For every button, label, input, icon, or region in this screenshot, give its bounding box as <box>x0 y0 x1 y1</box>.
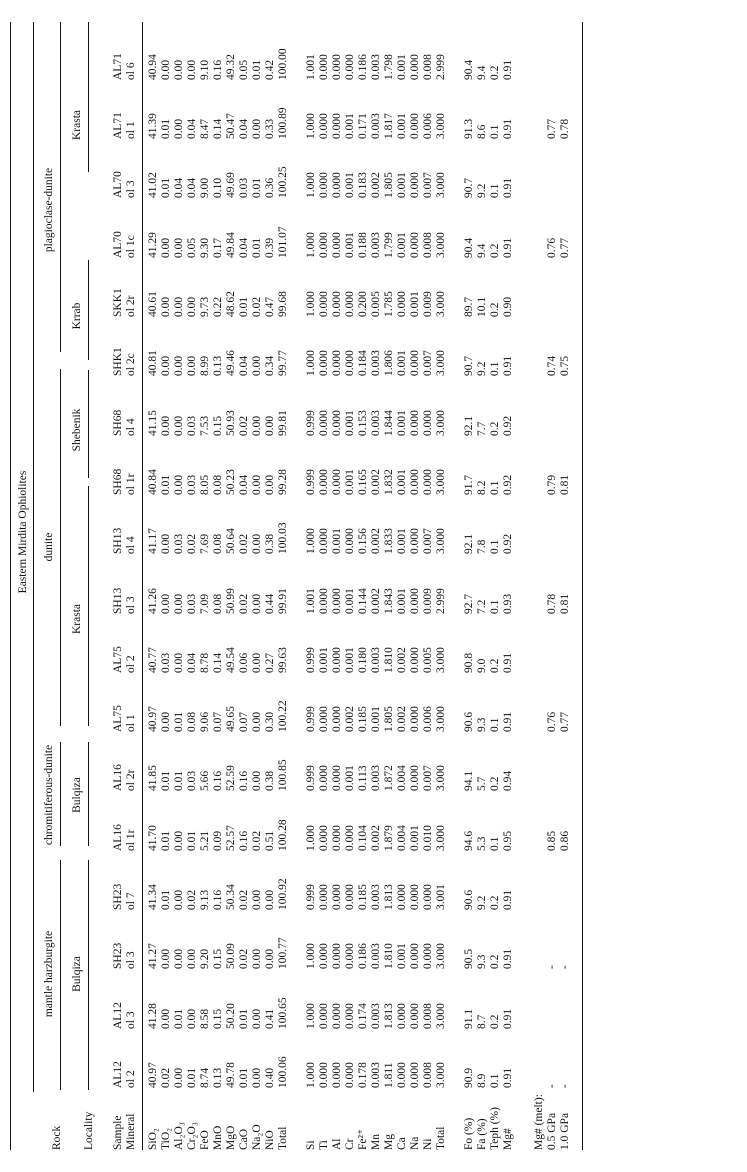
header-rule <box>142 22 143 1150</box>
cation-values: 1.000 0.000 0.000 0.000 0.104 0.002 1.879 0.004 0.001 0.010 3.000 <box>305 825 447 851</box>
mineral-name: ol 4 <box>125 418 137 436</box>
oxide-values: 41.28 0.00 0.01 0.00 8.58 0.15 50.20 0.01 0.00 0.41 100.65 <box>147 997 289 1029</box>
sample-name: AL70 <box>112 231 124 258</box>
rock-group: mantle harzburgite <box>43 930 55 1018</box>
mineral-name: ol 2 <box>125 1070 137 1088</box>
mineral-name: ol 2 <box>125 655 137 673</box>
locality-label: Bulqiza <box>71 777 83 813</box>
locality-label: Krasta <box>71 603 83 635</box>
melt-values: - - <box>546 1084 571 1088</box>
cation-values: 1.000 0.000 0.000 0.000 0.174 0.003 1.813 0.000 0.000 0.008 3.000 <box>305 1003 447 1029</box>
oxide-values: 41.02 0.01 0.04 0.04 9.00 0.10 49.69 0.03 0.01 0.36 100.25 <box>147 166 289 198</box>
cation-values: 1.000 0.000 0.000 0.000 0.184 0.003 1.806 0.001 0.000 0.007 3.000 <box>305 350 447 376</box>
cation-values: 0.999 0.000 0.000 0.001 0.165 0.002 1.832 0.001 0.000 0.000 3.000 <box>305 469 447 495</box>
endmember-values: 91.1 8.7 0.2 0.91 <box>463 1008 514 1029</box>
sample-name: SH23 <box>112 942 124 969</box>
oxide-values: 41.39 0.01 0.00 0.04 8.47 0.14 50.47 0.04 0.00 0.33 100.89 <box>147 107 289 139</box>
cation-row-labels: Si Ti Al Cr Fe²⁺ Mn Mg Ca Na Ni Total <box>305 1126 447 1150</box>
endmember-values: 90.4 9.4 0.2 0.91 <box>463 59 514 80</box>
melt-row-labels: Mg# (melt): 0.5 GPa 1.0 GPa <box>533 1094 571 1150</box>
melt-values: 0.76 0.77 <box>546 711 571 732</box>
cation-values: 0.999 0.000 0.000 0.002 0.185 0.001 1.805 0.002 0.000 0.006 3.000 <box>305 706 447 732</box>
endmember-values: 94.1 5.7 0.2 0.94 <box>463 770 514 791</box>
locality-rule <box>88 742 89 846</box>
locality-rule <box>88 260 89 360</box>
cation-values: 0.999 0.000 0.000 0.001 0.153 0.003 1.844 0.001 0.000 0.000 3.000 <box>305 410 447 436</box>
oxide-values: 40.61 0.00 0.00 0.00 9.73 0.22 48.62 0.01 0.02 0.47 99.68 <box>147 291 289 317</box>
sample-name: AL12 <box>112 1061 124 1088</box>
sample-name: SH68 <box>112 468 124 495</box>
mineral-name: ol 1r <box>125 473 137 495</box>
sample-name: AL75 <box>112 705 124 732</box>
oxide-values: 41.26 0.00 0.00 0.03 7.09 0.08 50.99 0.02 0.00 0.44 99.91 <box>147 588 289 614</box>
sample-name: AL70 <box>112 171 124 198</box>
endmember-values: 90.4 9.4 0.2 0.91 <box>463 237 514 258</box>
endmember-values: 90.5 9.3 0.2 0.91 <box>463 948 514 969</box>
oxide-values: 41.17 0.00 0.03 0.02 7.69 0.08 50.64 0.02 0.00 0.38 100.03 <box>147 522 289 554</box>
oxide-values: 40.94 0.00 0.00 0.00 9.10 0.16 49.32 0.05 0.01 0.42 100.00 <box>147 48 289 80</box>
cation-values: 1.000 0.000 0.000 0.001 0.171 0.003 1.817 0.001 0.000 0.006 3.000 <box>305 113 447 139</box>
mineral-name: ol 3 <box>125 951 137 969</box>
table-title: Eastern Mirdita Ophiolites <box>17 470 29 594</box>
oxide-values: 41.85 0.01 0.01 0.03 5.66 0.16 52.59 0.16 0.00 0.38 100.85 <box>147 759 289 791</box>
endmember-values: 90.7 9.2 0.1 0.91 <box>463 177 514 198</box>
top-rule <box>10 22 11 1150</box>
mineral-name: ol 1r <box>125 829 137 851</box>
sample-name: AL16 <box>112 824 124 851</box>
oxide-values: 41.15 0.00 0.00 0.03 7.53 0.15 50.93 0.02 0.00 0.00 99.81 <box>147 410 289 436</box>
sample-name: AL71 <box>112 112 124 139</box>
cation-values: 0.999 0.001 0.000 0.001 0.180 0.003 1.810 0.002 0.000 0.005 3.000 <box>305 647 447 673</box>
oxide-values: 40.77 0.03 0.00 0.04 8.78 0.14 49.54 0.06 0.00 0.27 99.63 <box>147 647 289 673</box>
endmember-values: 90.8 9.0 0.2 0.91 <box>463 652 514 673</box>
melt-values: - - <box>546 965 571 969</box>
oxide-values: 40.97 0.00 0.01 0.08 9.06 0.07 49.65 0.07 0.00 0.30 100.22 <box>147 700 289 732</box>
endmember-values: 90.6 9.2 0.2 0.91 <box>463 889 514 910</box>
oxide-row-labels: SiO₂ TiO₂ Al₂O₃ Cr₂O₃ FeO MnO MgO CaO Na₂O NiO Total <box>147 1122 289 1150</box>
endmember-values: 92.1 7.7 0.2 0.92 <box>463 415 514 436</box>
sample-name: AL75 <box>112 646 124 673</box>
mineral-name: ol 4 <box>125 536 137 554</box>
melt-values: 0.74 0.75 <box>546 355 571 376</box>
mineral-name: ol 1 <box>125 714 137 732</box>
oxide-values: 40.97 0.02 0.00 0.01 8.74 0.13 49.78 0.01 0.00 0.40 100.06 <box>147 1056 289 1088</box>
cation-values: 1.001 0.000 0.000 0.000 0.186 0.003 1.798 0.001 0.000 0.008 2.999 <box>305 54 447 80</box>
sample-label: Sample <box>112 1115 124 1150</box>
rock-rule <box>60 22 61 352</box>
mineral-name: ol 2c <box>125 353 137 376</box>
locality-rule <box>88 486 89 726</box>
melt-values: 0.79 0.81 <box>546 474 571 495</box>
rock-rule <box>60 742 61 846</box>
sample-name: AL16 <box>112 764 124 791</box>
endmember-values: 92.1 7.8 0.1 0.92 <box>463 533 514 554</box>
sample-name: AL12 <box>112 1002 124 1029</box>
mineral-name: ol 3 <box>125 180 137 198</box>
locality-label: Krasta <box>71 109 83 141</box>
mineral-name: ol 6 <box>125 62 137 80</box>
mineral-name: ol 1c <box>125 235 137 258</box>
endmember-values: 91.7 8.2 0.1 0.92 <box>463 474 514 495</box>
cation-values: 1.000 0.000 0.000 0.001 0.183 0.002 1.805 0.001 0.000 0.007 3.000 <box>305 172 447 198</box>
mineral-name: ol 3 <box>125 596 137 614</box>
sample-name: SH13 <box>112 527 124 554</box>
melt-values: 0.78 0.81 <box>546 593 571 614</box>
sample-name: SKK1 <box>112 288 124 317</box>
mineral-name: ol 1 <box>125 121 137 139</box>
melt-values: 0.85 0.86 <box>546 830 571 851</box>
cation-values: 1.000 0.000 0.000 0.000 0.186 0.003 1.810 0.001 0.000 0.000 3.000 <box>305 943 447 969</box>
locality-label: Bulqiza <box>71 956 83 992</box>
endmember-values: 89.7 10.1 0.2 0.90 <box>463 296 514 317</box>
cation-values: 1.000 0.000 0.001 0.000 0.156 0.002 1.833 0.001 0.000 0.007 3.000 <box>305 528 447 554</box>
mineral-name: ol 7 <box>125 892 137 910</box>
mineral-name: ol 2r <box>125 295 137 317</box>
locality-label: Locality <box>83 1111 95 1150</box>
cation-values: 1.001 0.000 0.000 0.001 0.144 0.002 1.843 0.001 0.000 0.009 2.999 <box>305 588 447 614</box>
cation-values: 1.000 0.000 0.000 0.000 0.178 0.003 1.811 0.000 0.000 0.008 3.000 <box>305 1062 447 1088</box>
cation-values: 0.999 0.000 0.000 0.001 0.113 0.003 1.872 0.004 0.000 0.007 3.000 <box>305 765 447 791</box>
rock-label: Rock <box>51 1125 63 1150</box>
endmember-values: 94.6 5.3 0.1 0.95 <box>463 830 514 851</box>
cation-values: 1.000 0.000 0.000 0.001 0.188 0.003 1.799 0.001 0.000 0.008 3.000 <box>305 232 447 258</box>
sample-name: SH23 <box>112 883 124 910</box>
oxide-values: 41.29 0.00 0.00 0.05 9.30 0.17 49.84 0.04 0.01 0.39 101.07 <box>147 226 289 258</box>
oxide-values: 40.84 0.01 0.00 0.03 8.05 0.08 50.23 0.04 0.00 0.00 99.28 <box>147 469 289 495</box>
rock-group: dunite <box>43 532 55 562</box>
mineral-label: Mineral <box>125 1113 137 1150</box>
locality-label: Shebenik <box>71 408 83 452</box>
locality-rule <box>88 370 89 478</box>
oxide-values: 41.27 0.00 0.00 0.00 9.20 0.15 50.09 0.02 0.00 0.00 100.77 <box>147 937 289 969</box>
endmember-row-labels: Fo (%) Fa (%) Teph (%) Mg# <box>463 1107 514 1150</box>
cation-values: 1.000 0.000 0.000 0.000 0.200 0.005 1.785 0.000 0.001 0.009 3.000 <box>305 291 447 317</box>
endmember-values: 90.6 9.3 0.1 0.91 <box>463 711 514 732</box>
rock-group: chromitiferous-dunite <box>43 744 55 846</box>
sample-name: SHK1 <box>112 347 124 376</box>
title-rule <box>33 22 34 1092</box>
rock-rule <box>60 860 61 1090</box>
bottom-rule <box>582 22 583 1150</box>
melt-values: 0.76 0.77 <box>546 237 571 258</box>
oxide-values: 41.34 0.01 0.00 0.02 9.13 0.16 50.34 0.02 0.00 0.00 100.92 <box>147 878 289 910</box>
endmember-values: 91.3 8.6 0.1 0.91 <box>463 118 514 139</box>
locality-rule <box>88 860 89 1090</box>
sample-name: SH68 <box>112 409 124 436</box>
locality-label: Krrab <box>71 302 83 330</box>
mineral-name: ol 3 <box>125 1011 137 1029</box>
endmember-values: 90.9 8.9 0.1 0.91 <box>463 1067 514 1088</box>
sample-name: SH13 <box>112 587 124 614</box>
rock-group: plagioclase-dunite <box>43 167 55 253</box>
endmember-values: 92.7 7.2 0.1 0.93 <box>463 593 514 614</box>
cation-values: 0.999 0.000 0.000 0.000 0.185 0.003 1.813 0.000 0.000 0.000 3.001 <box>305 884 447 910</box>
locality-rule <box>88 22 89 172</box>
sample-name: AL71 <box>112 53 124 80</box>
mineral-name: ol 2r <box>125 769 137 791</box>
oxide-values: 40.81 0.00 0.00 0.00 8.99 0.13 49.46 0.04 0.00 0.34 99.77 <box>147 350 289 376</box>
endmember-values: 90.7 9.2 0.1 0.91 <box>463 355 514 376</box>
melt-values: 0.77 0.78 <box>546 118 571 139</box>
oxide-values: 41.70 0.01 0.00 0.01 5.21 0.09 52.57 0.16 0.02 0.51 100.28 <box>147 819 289 851</box>
rock-rule <box>60 369 61 726</box>
